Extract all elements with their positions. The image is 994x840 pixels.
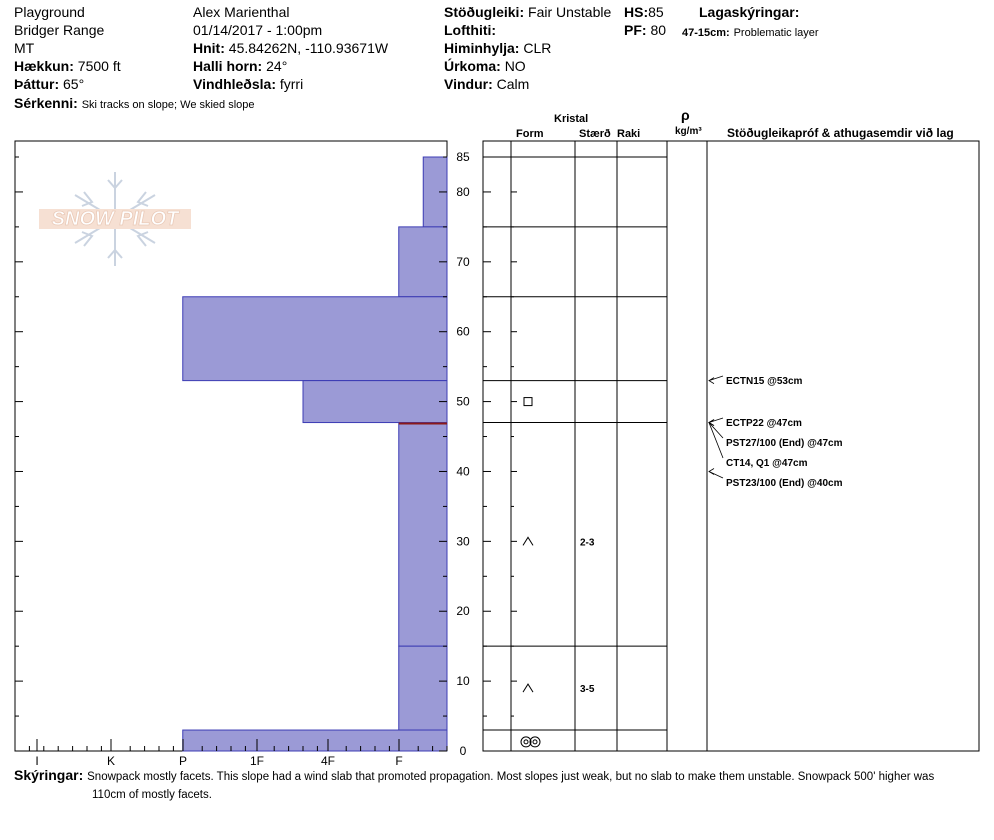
layer-notes-label: Lagaskýringar: xyxy=(699,4,800,20)
wind-label: Vindur: xyxy=(444,76,493,92)
test-label: ECTP22 @47cm xyxy=(726,418,802,429)
moisture-header: Raki xyxy=(617,128,641,140)
hardness-tick-label: I xyxy=(35,754,39,768)
comments-row xyxy=(14,767,934,785)
aspect-label: Þáttur: xyxy=(14,76,60,92)
rho-header: ρ xyxy=(681,107,690,123)
hardness-layer-bar xyxy=(303,381,447,423)
slope-value: 24° xyxy=(266,58,288,74)
layer-note-text: Problematic layer xyxy=(733,27,819,39)
location-name: Playground xyxy=(14,4,85,20)
test-pointer-line xyxy=(709,423,723,438)
pf-label: PF: xyxy=(624,22,647,38)
test-label: CT14, Q1 @47cm xyxy=(726,458,808,469)
hardness-layers xyxy=(183,157,447,751)
observation-datetime: 01/14/2017 - 1:00pm xyxy=(193,22,323,38)
coords-value: 45.84262N, -110.93671W xyxy=(228,40,389,56)
elevation-value: 7500 ft xyxy=(77,58,121,74)
test-label: ECTN15 @53cm xyxy=(726,376,803,387)
ring-inner xyxy=(524,740,528,744)
hardness-chart-frame xyxy=(15,141,447,751)
depth-tick-label: 0 xyxy=(459,744,467,758)
wind-value: Calm xyxy=(496,76,530,92)
depth-tick-label: 20 xyxy=(456,604,470,619)
stability-tests xyxy=(709,376,843,489)
wind-loading-value: fyrri xyxy=(279,76,304,92)
coords-label: Hnit: xyxy=(193,40,225,56)
range-name: Bridger Range xyxy=(14,22,105,38)
test-pointer-line xyxy=(709,376,723,381)
grain-table-grid xyxy=(483,141,707,751)
stability-label: Stöðugleiki: xyxy=(444,4,525,20)
test-pointer-line xyxy=(709,423,723,458)
hardness-tick-label: P xyxy=(178,754,188,768)
test-label: PST23/100 (End) @40cm xyxy=(726,478,843,489)
hardness-layer-bar xyxy=(183,297,447,381)
wind-loading-label: Vindhleðsla: xyxy=(193,76,276,92)
grain-size-label: 2-3 xyxy=(580,537,595,549)
air-temp-label: Lofthiti: xyxy=(444,22,497,38)
caret-icon xyxy=(523,537,533,545)
hardness-tick-label: F xyxy=(395,754,403,768)
depth-tick-label: 50 xyxy=(456,394,470,409)
layer-note-depth: 47-15cm: xyxy=(682,27,730,39)
sky-value: CLR xyxy=(523,40,552,56)
slope-label: Halli horn: xyxy=(193,58,263,74)
crystal-header: Kristal xyxy=(554,113,589,125)
sky-label: Himinhylja: xyxy=(444,40,520,56)
double-ring-icon xyxy=(521,737,540,747)
depth-tick-label: 60 xyxy=(456,324,470,339)
ring-inner xyxy=(533,740,537,744)
hs-value: 85 xyxy=(648,4,664,20)
precip-label: Úrkoma: xyxy=(444,58,501,74)
pf-value: 80 xyxy=(650,22,667,38)
comments-line-1: Snowpack mostly facets. This slope had a wind slab that promoted propagation. Most slopes just weak, but no slab to make them unstable. Snowpack 500' higher was xyxy=(87,771,935,783)
comments-line-2: 110cm of mostly facets. xyxy=(92,789,212,801)
arrow-icon xyxy=(709,468,714,474)
grain-size-label: 3-5 xyxy=(580,684,595,696)
depth-tick-label: 70 xyxy=(456,254,470,269)
depth-tick-label: 30 xyxy=(456,534,470,549)
depth-tick-label: 85 xyxy=(456,150,470,164)
tests-header: Stöðugleikapróf & athugasemdir við lag xyxy=(727,126,954,140)
hardness-layer-bar xyxy=(399,423,447,647)
test-pointer-line xyxy=(709,418,723,423)
logo-text: SNOW PILOT xyxy=(51,208,179,230)
caret-icon xyxy=(523,684,533,692)
hardness-layer-bar xyxy=(399,646,447,730)
hardness-layer-bar xyxy=(183,730,447,751)
precip-value: NO xyxy=(504,58,526,74)
stability-value: Fair Unstable xyxy=(528,4,612,20)
hardness-tick-label: K xyxy=(106,754,116,768)
features-value: Ski tracks on slope; We skied slope xyxy=(81,99,255,111)
state-name: MT xyxy=(14,40,35,56)
features-label: Sérkenni: xyxy=(14,95,78,111)
density-unit-header: kg/m³ xyxy=(675,126,702,137)
aspect-value: 65° xyxy=(63,76,85,92)
observer-name: Alex Marienthal xyxy=(193,4,290,20)
hardness-tick-label: 1F xyxy=(249,754,265,768)
test-label: PST27/100 (End) @47cm xyxy=(726,438,843,449)
snowpilot-logo xyxy=(39,172,191,266)
grain-marks xyxy=(521,398,595,747)
size-header: Stærð xyxy=(579,128,611,140)
form-header: Form xyxy=(516,128,544,140)
depth-tick-label: 40 xyxy=(456,464,470,479)
hs-label: HS: xyxy=(624,4,649,20)
arrow-icon xyxy=(709,378,714,384)
hardness-tick-label: 4F xyxy=(320,754,336,768)
comments-label: Skýringar: xyxy=(14,767,84,783)
depth-tick-label: 10 xyxy=(456,674,470,689)
square-icon xyxy=(524,398,532,406)
elevation-label: Hækkun: xyxy=(14,58,74,74)
depth-tick-label: 80 xyxy=(456,184,470,199)
